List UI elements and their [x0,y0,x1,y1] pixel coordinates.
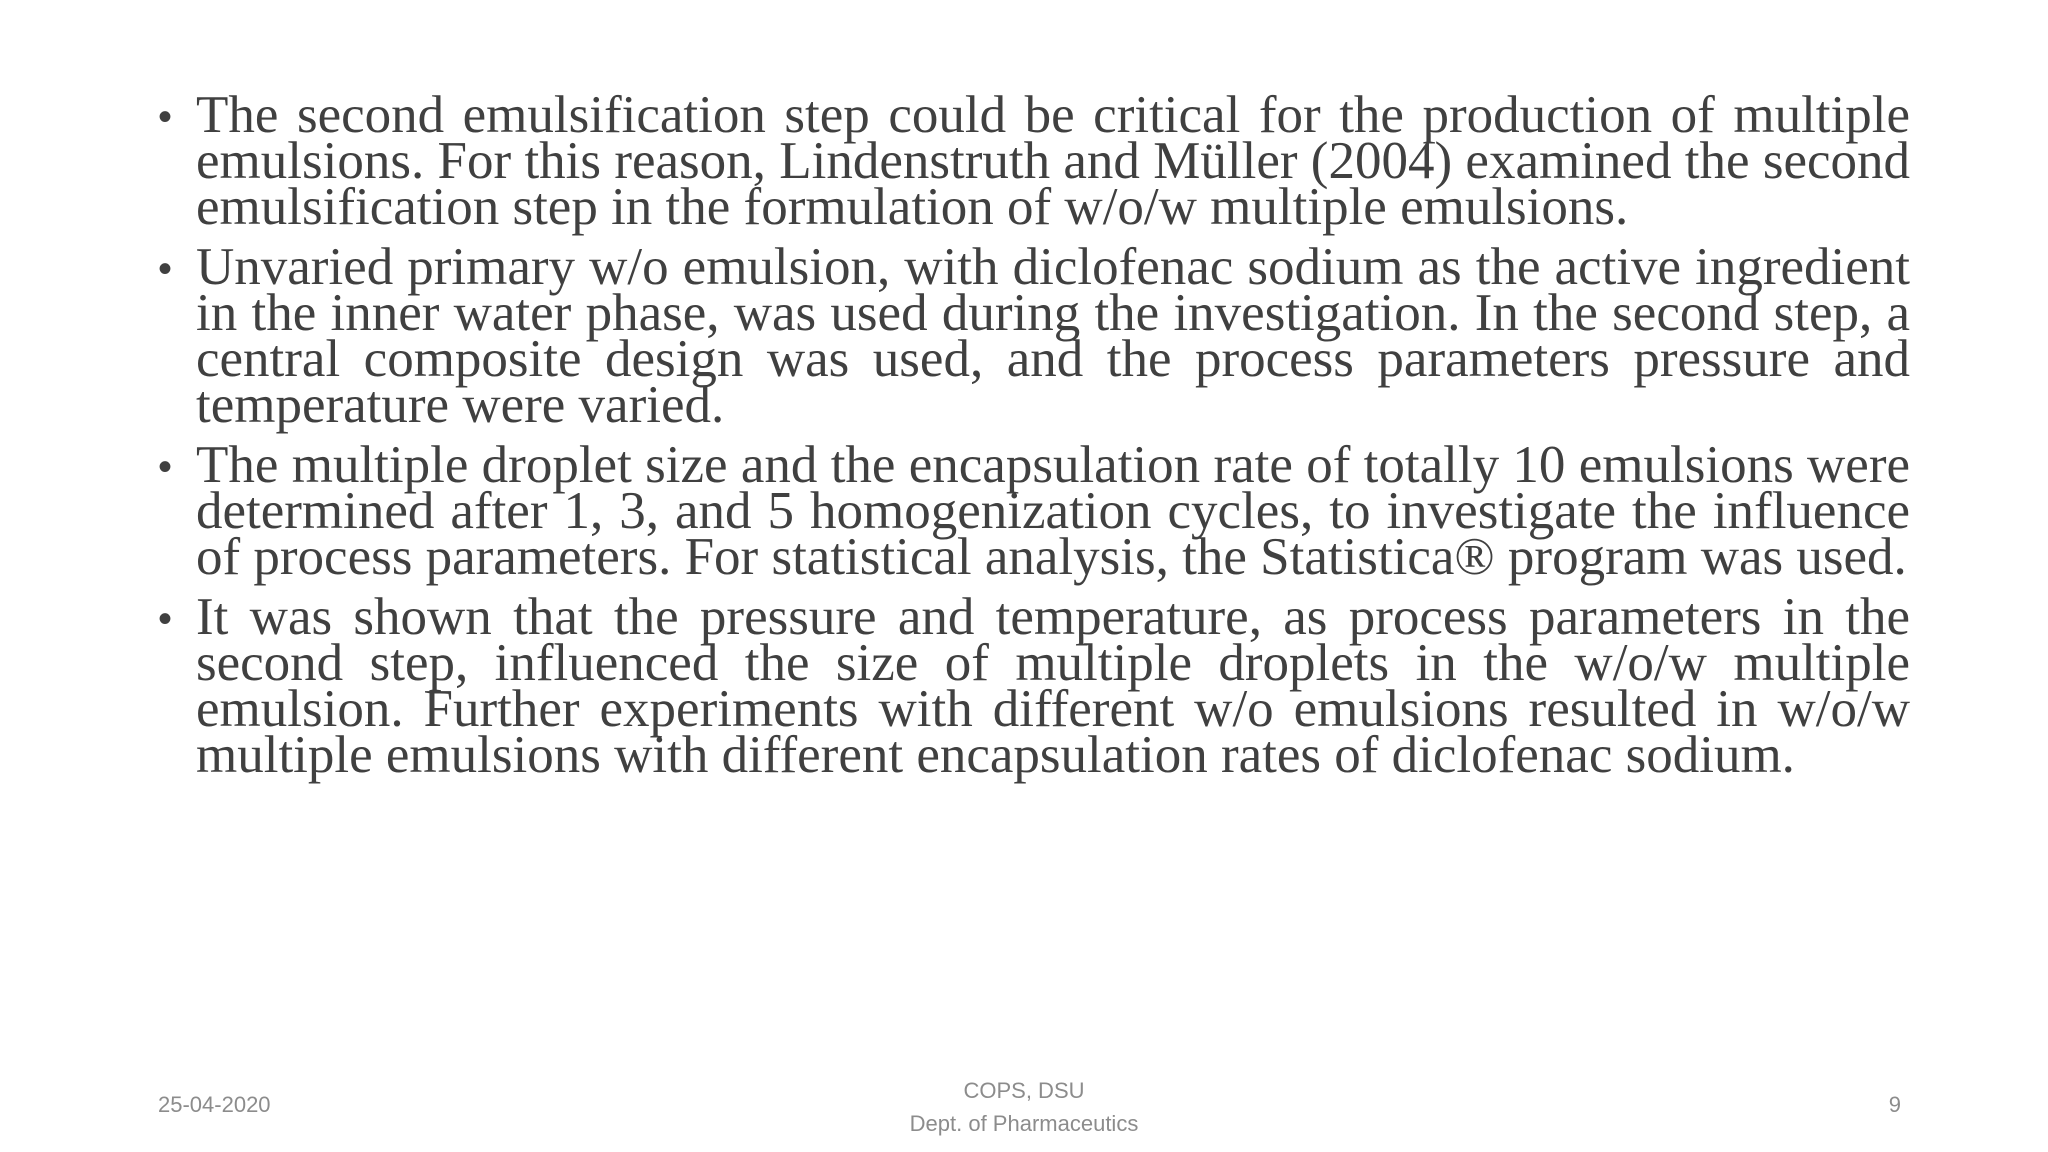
bullet-icon: • [158,247,173,291]
bullet-list [150,86,1910,792]
footer-org-line1: COPS, DSU [963,1078,1085,1103]
bullet-item [150,86,1910,236]
bullet-icon: • [158,445,173,489]
bullet-item [150,588,1910,784]
bullet-text: The second emulsification step could be critical for the production of multiple emulsions. For this reason, Lindenstruth and Müller (2004) examined the second emulsification step in the formulation of w/o/w multiple emulsions. [196,86,1910,236]
bullet-icon: • [158,597,173,641]
bullet-text: Unvaried primary w/o emulsion, with diclofenac sodium as the active ingredient in the inner water phase, was used during the investigation. In the second step, a central composite design was used, and the process parameters pressure and temperature were varied. [196,238,1910,434]
bullet-text: The multiple droplet size and the encapsulation rate of totally 10 emulsions were determined after 1, 3, and 5 homogenization cycles, to investigate the influence of process parameters. For statistical analysis, the Statistica® program was used. [196,436,1910,586]
footer-organization [824,1074,1224,1140]
footer-org-line2: Dept. of Pharmaceutics [909,1111,1139,1136]
bullet-item [150,436,1910,586]
footer-date: 25-04-2020 [158,1092,271,1117]
page-number: 9 [1888,1092,1901,1117]
bullet-item [150,238,1910,434]
bullet-icon: • [158,95,173,139]
bullet-text: It was shown that the pressure and temperature, as process parameters in the second step, influenced the size of multiple droplets in the w/o/w multiple emulsion. Further experiments with different w/o emulsions resulted in w/o/w multiple emulsions with different encapsulation rates of diclofenac sodium. [196,588,1910,784]
